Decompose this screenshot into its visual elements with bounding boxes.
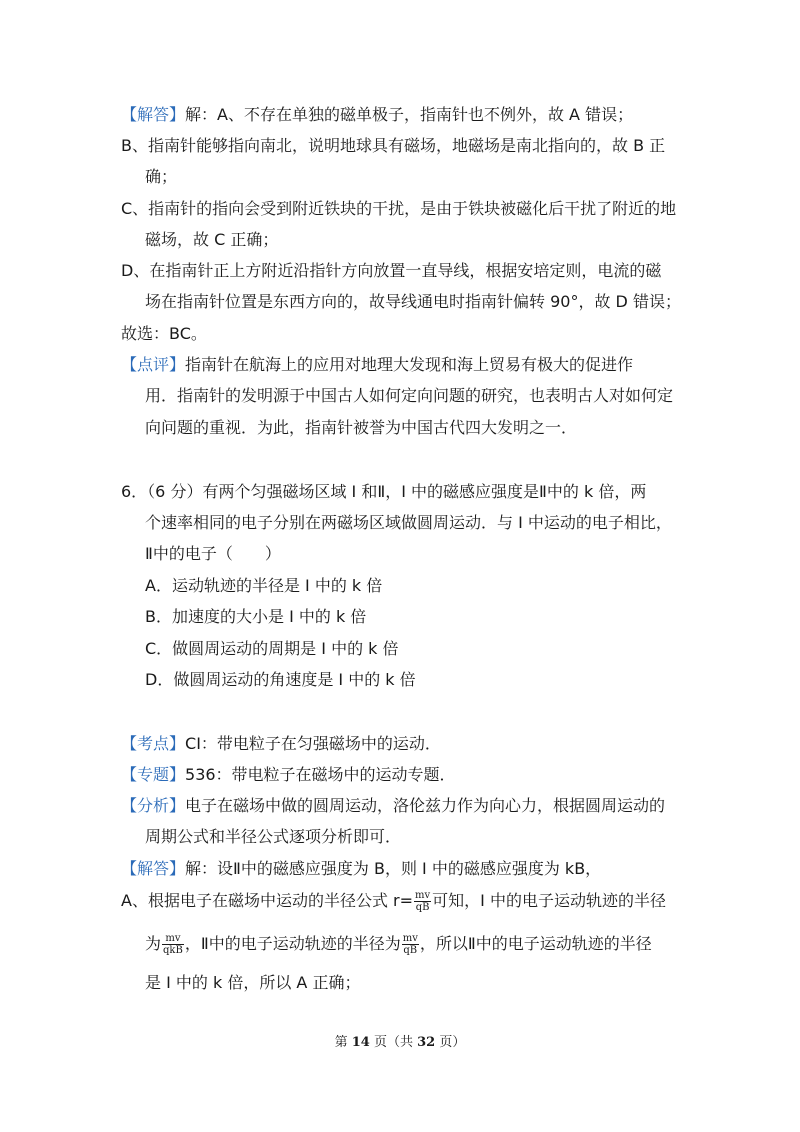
fraction-numerator: mv — [415, 890, 431, 901]
radius-two-fraction — [402, 933, 419, 956]
fenxi-line-2: 周期公式和半径公式逐项分析即可． — [145, 827, 402, 846]
radius-one-fraction — [162, 933, 184, 956]
dianping-text-1: 指南针在航海上的应用对地理大发现和海上贸易有极大的促进作 — [185, 355, 634, 374]
fraction-numerator: mv — [402, 933, 418, 944]
kaodian-text: CI：带电粒子在匀强磁场中的运动． — [185, 734, 441, 753]
kaodian-tag: 【考点】 — [121, 734, 186, 753]
answer-line-c1: C、指南针的指向会受到附近铁块的干扰，是由于铁块被磁化后干扰了附近的地 — [121, 199, 677, 218]
answer-line-b2: 确； — [145, 167, 178, 186]
solution-a2-mid: ，Ⅱ中的电子运动轨迹的半径为 — [184, 934, 401, 953]
solution-a2-post: ，所以Ⅱ中的电子运动轨迹的半径 — [419, 934, 652, 953]
footer-page-number: 14 — [351, 1035, 370, 1050]
jieda2-text: 解：设Ⅱ中的磁感应强度为 B，则 I 中的磁感应强度为 kB， — [185, 859, 602, 878]
jieda2-line — [121, 858, 601, 880]
footer-pre: 第 — [334, 1035, 352, 1050]
jieda-text: 解：A、不存在单独的磁单极子，指南针也不例外，故 A 错误； — [185, 105, 634, 124]
question-line-3: Ⅱ中的电子（ ） — [145, 544, 281, 563]
fraction-denominator: qB — [403, 945, 418, 956]
fenxi-line-1 — [121, 795, 665, 817]
comment-line-2: 用．指南针的发明源于中国古人如何定向问题的研究，也表明古人对如何定 — [145, 386, 674, 405]
solution-a-pre: A、根据电子在磁场中运动的半径公式 r= — [121, 891, 414, 910]
solution-a-post: 可知，I 中的电子运动轨迹的半径 — [432, 891, 666, 910]
zhuanti-tag: 【专题】 — [121, 765, 186, 784]
footer-mid: 页（共 — [369, 1035, 418, 1050]
kaodian-line — [121, 733, 441, 755]
answer-line-b1: B、指南针能够指向南北，说明地球具有磁场，地磁场是南北指向的，故 B 正 — [121, 136, 666, 155]
solution-a-line-1 — [121, 890, 666, 913]
comment-line-1 — [121, 354, 633, 376]
option-c: C．做圆周运动的周期是 I 中的 k 倍 — [145, 639, 399, 658]
zhuanti-text: 536：带电粒子在磁场中的运动专题． — [185, 765, 456, 784]
jieda2-tag: 【解答】 — [121, 859, 186, 878]
answer-line-a — [121, 104, 633, 126]
zhuanti-line — [121, 764, 456, 786]
option-b: B．加速度的大小是 I 中的 k 倍 — [145, 607, 367, 626]
solution-a-line-3: 是 I 中的 k 倍，所以 A 正确； — [145, 973, 361, 992]
fraction-numerator: mv — [162, 933, 184, 945]
fraction-denominator: qB — [415, 902, 430, 913]
jieda-tag: 【解答】 — [121, 105, 186, 124]
comment-line-3: 向问题的重视．为此，指南针被誉为中国古代四大发明之一． — [145, 418, 578, 437]
dianping-tag: 【点评】 — [121, 355, 186, 374]
page-footer — [0, 1034, 800, 1052]
footer-post: 页） — [435, 1035, 466, 1050]
radius-formula-fraction — [414, 890, 431, 913]
option-a: A．运动轨迹的半径是 I 中的 k 倍 — [145, 576, 383, 595]
fenxi-tag: 【分析】 — [121, 796, 186, 815]
question-line-2: 个速率相同的电子分别在两磁场区域做圆周运动．与 I 中运动的电子相比， — [145, 513, 672, 532]
answer-choice: 故选：BC。 — [121, 324, 207, 343]
answer-line-d1: D、在指南针正上方附近沿指针方向放置一直导线，根据安培定则，电流的磁 — [121, 261, 662, 280]
solution-a-line-2 — [145, 933, 652, 956]
fraction-denominator: qkB — [163, 945, 183, 956]
footer-total-pages: 32 — [417, 1035, 436, 1050]
solution-a2-pre: 为 — [145, 934, 162, 953]
fenxi-text-1: 电子在磁场中做的圆周运动，洛伦兹力作为向心力，根据圆周运动的 — [185, 796, 666, 815]
option-d: D．做圆周运动的角速度是 I 中的 k 倍 — [145, 670, 416, 689]
answer-line-c2: 磁场，故 C 正确； — [145, 230, 279, 249]
answer-line-d2: 场在指南针位置是东西方向的，故导线通电时指南针偏转 90°，故 D 错误； — [145, 292, 681, 311]
question-line-1: 6．（6 分）有两个匀强磁场区域 I 和Ⅱ，I 中的磁感应强度是Ⅱ中的 k 倍，两 — [121, 482, 647, 501]
